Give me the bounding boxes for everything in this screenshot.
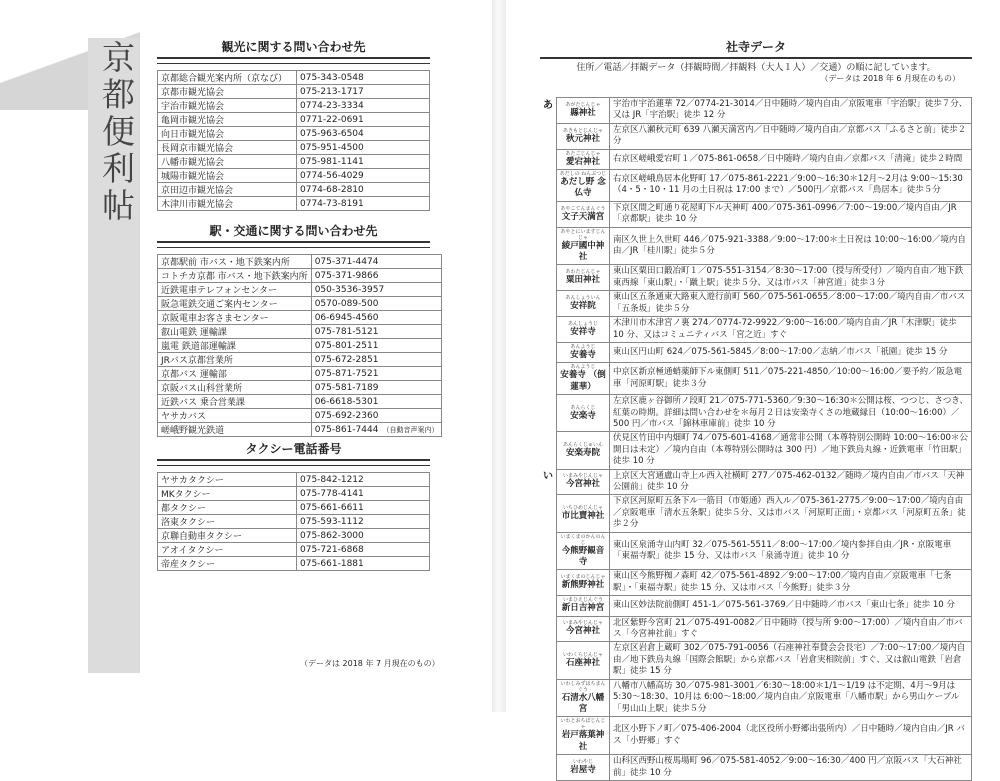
temple-name: 縣神社 [570,107,596,118]
temple-row [540,495,972,532]
contact-phone: 075-862-3000 [300,530,364,541]
contact-name: 嵐電 鉄道部運輸課 [158,339,312,353]
contact-row [158,395,442,409]
contact-name: 向日市観光協会 [158,127,297,141]
temple-ruby: あんしょういん [565,294,601,301]
contact-row [158,381,442,395]
contact-phone-cell [311,353,442,367]
temple-row [540,642,972,679]
contact-name: 近鉄電車テレフォンセンター [158,283,312,297]
contact-phone: 075-692-2360 [314,410,379,421]
contact-row [158,99,430,113]
temple-name: 市比賣神社 [561,510,605,521]
contact-row [158,269,442,283]
temple-info: 伏見区竹田中内畑町 74／075-601-4168／通常非公開（本尊特別公開時 10:00〜16:00＊公開日は未定）／境内自由（本尊特別公開時は 300 円）／地下鉄烏丸線・近鉄電車「竹田駅」徒歩 10 分 [610,432,972,469]
contact-row [158,141,430,155]
temple-ruby: あんらくじゅいん [562,441,603,448]
temple-info: 中京区新京極通蛸薬師下ル東側町 511／075-221-4850／10:00〜16:00／要予約／阪急電車「河原町駅」徒歩３分 [610,363,972,395]
contact-name: コトチカ京都 市バス・地下鉄案内所 [158,269,312,283]
temple-info: 北区小野下ノ町／075-406-2004（北区役所小野郷出張所内）／日中随時／境内自由／JR バス「小野郷」すぐ [610,717,972,755]
contact-phone-cell [311,367,442,381]
contact-phone: 06-6945-4560 [314,312,379,323]
temple-group-label [540,755,557,781]
temple-info: 山科区西野山桜馬場町 96／075-581-4052／9:00〜16:30／400 円／京阪バス「大石神社前」徒歩 10 分 [610,755,972,781]
temple-row [540,227,972,265]
temple-name: 石清水八幡宮 [561,692,605,715]
contact-row [158,423,442,437]
temple-name: 安祥院 [570,300,596,311]
contact-name: MKタクシー [158,487,297,501]
contact-name: 京阪電車お客さまセンター [158,311,312,325]
taxi-table [157,472,430,571]
contact-phone: 075-842-1212 [300,474,364,485]
contact-phone-cell [311,269,442,283]
contact-phone: 075-581-7189 [314,382,379,393]
temple-ruby: いちひめじんじゃ [562,504,603,511]
contact-phone: 0570-089-500 [314,298,379,309]
temple-name-cell [557,755,610,781]
contact-row [158,85,430,99]
temple-ruby: あやこてんまんぐう [560,205,606,212]
temple-name: 新熊野神社 [561,580,605,591]
temple-ruby: いまみやじんじゃ [562,620,603,627]
temple-ruby: いまくまのじんじゃ [560,574,606,581]
temple-group-label [540,363,557,395]
temple-ruby: あやとにいますじんじゃ [560,228,606,241]
contact-phone-cell [311,297,442,311]
contact-phone-cell [311,409,442,423]
temple-group-label [540,642,557,679]
temple-info: 八幡市八幡高坊 30／075-981-3001／6:30〜18:00＊1/1〜1/19 は不定期、4月〜9月は 5:30〜18:30、10月は 6:00〜18:00／境内自由／京阪電車「八幡市駅」から男山ケーブル「男山山上駅」徒歩５分 [610,679,972,717]
contact-phone: 075-778-4141 [300,488,364,499]
contact-name: 京都市観光協会 [158,85,297,99]
temple-ruby: あがたじんじゃ [565,101,601,108]
contact-name: 京都バス 運輸部 [158,367,312,381]
contact-row [158,529,430,543]
temple-row [540,432,972,469]
contact-phone-cell [297,113,430,127]
temple-group-label [540,227,557,265]
temple-ruby: いわしみずはちまんぐう [560,680,606,693]
contact-row [158,543,430,557]
temple-row [540,201,972,227]
temple-name: 岩屋寺 [570,764,596,775]
temple-group-label [540,123,557,149]
temple-ruby: あたごじんじゃ [565,150,601,157]
contact-phone-cell [297,99,430,113]
contact-phone: 075-981-1141 [300,156,364,167]
temple-group-label [540,201,557,227]
contact-phone-cell [297,557,430,571]
temple-info: 東山区円山町 624／075-561-5845／8:00〜17:00／志納／市バス「祇園」徒歩 15 分 [610,342,972,362]
contact-name: 阪急電鉄交通ご案内センター [158,297,312,311]
temples-subtitle: 住所／電話／拝観データ（拝観時間／拝観料（大人１人）／交通）の順に記しています。 [576,63,936,73]
temple-ruby: いわとおちばじんじゃ [560,718,606,731]
temple-name: 愛宕神社 [565,156,600,167]
temple-name-cell [557,363,610,395]
contact-name: 長岡京市観光協会 [158,141,297,155]
page-gutter [492,0,506,712]
contact-row [158,515,430,529]
contact-phone-cell [297,71,430,85]
contact-phone: 0774-23-3334 [300,100,364,111]
vertical-title: 京都便利帖 [97,40,136,225]
contact-name: 京都駅前 市バス・地下鉄案内所 [158,255,312,269]
temple-row [540,570,972,596]
temple-group-label [540,432,557,469]
contact-name: 京田辺市観光協会 [158,183,297,197]
contact-phone-cell [311,395,442,409]
temple-name-cell [557,123,610,149]
temple-row [540,395,972,432]
contact-name: 帝産タクシー [158,557,297,571]
contact-phone-cell [297,85,430,99]
contact-phone: 075-951-4500 [300,142,364,153]
temple-name: 石座神社 [565,657,600,668]
contact-name: 亀岡市観光協会 [158,113,297,127]
temple-name: 新日吉神宮 [561,603,605,614]
temple-info: 東山区泉涌寺山内町 32／075-561-5511／8:00〜17:00／境内参拝自由／JR・京阪電車「東福寺駅」徒歩 15 分、又は市バス「泉涌寺道」徒歩 10 分 [610,532,972,570]
temple-ruby: あんようじ [570,343,596,350]
temple-group-label: い [543,471,553,483]
contact-name: ヤサカバス [158,409,312,423]
temple-name-cell [557,265,610,291]
temple-group-label [540,170,557,202]
temple-name-cell [557,170,610,202]
contact-phone-cell [297,501,430,515]
contact-phone-cell [311,381,442,395]
temple-name: 今宮神社 [565,626,600,637]
temple-row [540,149,972,169]
temple-row [540,755,972,781]
contact-row [158,473,430,487]
temple-name: 今宮神社 [565,479,600,490]
temple-group-label [540,265,557,291]
temple-ruby: あんようじ [570,364,596,371]
temple-group-label [540,495,557,532]
temple-row [540,265,972,291]
contact-name: 木津川市観光協会 [158,197,297,211]
temple-name-cell [557,532,610,570]
contact-name: ヤサカタクシー [158,473,297,487]
contact-phone: 075-213-1717 [300,86,364,97]
contact-row [158,71,430,85]
temple-info: 上京区大宮通盧山寺上ル西入社横町 277／075-462-0132／随時／境内自由／市バス「天神公園前」徒歩 10 分 [610,469,972,495]
temple-row [540,317,972,343]
contact-row [158,113,430,127]
contact-phone-cell [297,183,430,197]
contact-phone-cell [297,515,430,529]
temple-name: 安楽寿院 [565,447,600,458]
contact-row [158,325,442,339]
contact-row [158,557,430,571]
temple-name-cell [557,717,610,755]
temple-name: 岩戸落葉神社 [561,730,605,752]
temples-title: 社寺データ [540,38,972,59]
contact-phone: 0771-22-0691 [300,114,364,125]
contact-phone-cell [297,127,430,141]
transport-section [157,222,439,437]
contact-row [158,311,442,325]
contact-phone-cell [297,169,430,183]
temple-row [540,596,972,616]
temple-name: 粟田神社 [565,275,600,286]
contact-name: 都タクシー [158,501,297,515]
contact-row [158,255,442,269]
temple-group-label [540,616,557,642]
temple-row [540,469,972,495]
temple-name: 安養寺 （倒蓮華） [560,370,606,392]
temple-name: 文子天満宮 [561,211,605,222]
temple-name-cell [557,201,610,227]
contact-name: 叡山電鉄 運輸課 [158,325,312,339]
transport-rule [157,243,430,248]
temple-name: 綾戸國中神社 [561,240,605,263]
temple-group-label [540,679,557,717]
contact-name: 宇治市観光協会 [158,99,297,113]
temple-group-label [540,570,557,596]
contact-name: 八幡市観光協会 [158,155,297,169]
contact-row [158,197,430,211]
contact-row [158,501,430,515]
contact-name: 城陽市観光協会 [158,169,297,183]
contact-phone: 075-801-2511 [314,340,379,351]
temple-row [540,123,972,149]
contact-phone: 075-871-7521 [314,368,379,379]
contact-row [158,339,442,353]
temple-name-cell [557,596,610,616]
temple-ruby: いわくらじんじゃ [562,651,603,658]
contact-row [158,155,430,169]
contact-phone: 075-371-9866 [314,270,379,281]
tourism-rule [157,59,430,64]
temple-group-label [540,596,557,616]
temple-name: 秋元神社 [565,133,600,144]
temple-name: 今熊野観音寺 [561,545,605,567]
contact-phone: 050-3536-3957 [314,284,385,295]
temple-name-cell [557,395,610,432]
temple-table [540,97,972,781]
temple-row [540,616,972,642]
contact-phone: 0774-73-8191 [300,198,364,209]
contact-phone-cell [311,325,442,339]
left-data-note: （データは 2018 年 7 月現在のもの） [300,659,440,668]
contact-phone-cell [297,155,430,169]
temple-name: 安祥寺 [570,326,596,337]
temple-info: 右京区嵯峨鳥居本化野町 17／075-861-2221／9:00〜16:30＊12月〜2月は 9:00〜15:30（4・5・10・11 月の土日祝は 17:00 まで）／500円／京都バス「鳥居本」徒歩５分 [610,170,972,202]
temple-ruby: あきもとじんじゃ [562,127,603,134]
tourism-title: 観光に関する問い合わせ先 [157,38,430,59]
temple-info: 南区久世上久世町 446／075-921-3388／9:00〜17:00＊土日祝は 10:00〜16:00／境内自由／JR「桂川駅」徒歩５分 [610,227,972,265]
contact-phone-cell [297,473,430,487]
transport-table [157,254,442,437]
temple-group-label [540,395,557,432]
contact-phone: 0774-56-4029 [300,170,364,181]
temple-name-cell [557,469,610,495]
contact-phone-cell [311,255,442,269]
temple-ruby: いまみやじんじゃ [562,473,603,480]
contact-name: 嵯峨野観光鉄道 [158,423,312,437]
temple-ruby: あわたじんじゃ [565,269,601,276]
contact-name: 京阪バス山科営業所 [158,381,312,395]
contact-row [158,367,442,381]
temple-ruby: あんらくじ [570,404,596,411]
temple-info: 左京区鹿ヶ谷御所ノ段町 21／075-771-5360／9:30〜16:30＊公開は桜、つつじ、さつき、紅葉の時期。詳細は問い合わせを＊毎月２日は安楽寺くさの地蔵縁日（10:00〜16:00）／500 円／市バス「錦林車庫前」徒歩 10 分 [610,395,972,432]
temple-info: 東山区粟田口鍛冶町１／075-551-3154／8:30〜17:00（授与所受付）／境内自由／地下鉄東西線「東山駅」・「蹴上駅」徒歩５分、又は市バス「神宮道」徒歩３分 [610,265,972,291]
temple-group-label [540,317,557,343]
side-band [0,0,143,712]
temple-name-cell [557,291,610,317]
temple-info: 東山区五条通東大路東入遊行前町 560／075-561-0655／8:00〜17:00／境内自由／市バス「五条坂」徒歩５分 [610,291,972,317]
contact-phone: 075-672-2851 [314,354,379,365]
temple-group-label [540,342,557,362]
temple-ruby: いまくまのかんのんじ [560,533,606,546]
temple-row [540,98,972,124]
temple-name-cell [557,495,610,532]
temple-ruby: あだしの ねんぶつじ [559,171,607,178]
contact-phone-cell [311,423,442,437]
temple-info: 右京区嵯峨愛宕町１／075-861-0658／日中随時／境内自由／京都バス「清滝」徒歩２時間 [610,149,972,169]
temple-info: 木津川市木津宮ノ裏 274／0774-72-9922／9:00〜16:00／境内自由／JR「木津駅」徒歩 10 分、又はコミュニティバス「宮之近」すぐ [610,317,972,343]
temple-name: 安養寺 [570,349,596,360]
tourism-table [157,70,430,211]
temple-name-cell [557,342,610,362]
temple-info: 宇治市宇治蓮華 72／0774-21-3014／日中随時／境内自由／京阪電車「宇治駅」徒歩７分、又は JR「宇治駅」徒歩 12 分 [610,98,972,124]
temple-row [540,342,972,362]
temple-row [540,363,972,395]
contact-phone-cell [297,141,430,155]
contact-row [158,283,442,297]
temple-row [540,679,972,717]
contact-phone: 075-593-1112 [300,516,364,527]
temple-name-cell [557,642,610,679]
contact-name: 近鉄バス 乗合営業課 [158,395,312,409]
contact-row [158,487,430,501]
temple-info: 東山区妙法院前側町 451-1／075-561-3769／日中随時／市バス「東山七条」徒歩 10 分 [610,596,972,616]
contact-phone-cell [311,283,442,297]
temple-row [540,291,972,317]
contact-phone-cell [311,339,442,353]
contact-phone: 075-721-6868 [300,544,364,555]
contact-phone: 075-781-5121 [314,326,379,337]
temple-group-label: あ [543,99,553,111]
contact-name: 京都総合観光案内所（京なび） [158,71,297,85]
taxi-title: タクシー電話番号 [157,440,430,461]
temple-ruby: いまひえじんぐう [562,597,603,604]
contact-phone-cell [311,311,442,325]
temple-name-cell [557,616,610,642]
temple-name-cell [557,227,610,265]
temple-info: 下京区河原町五条下ル一筋目（市姫通）西入ル／075-361-2775／9:00〜17:00／境内自由／京阪電車「清水五条駅」徒歩５分、又は市バス「河原町正面」・京都バス「河原町五条」徒歩２分 [610,495,972,532]
contact-row [158,297,442,311]
contact-phone: 075-661-1881 [300,558,364,569]
contact-phone: 075-661-6611 [300,502,364,513]
temple-group-label [540,291,557,317]
temple-name-cell [557,149,610,169]
taxi-section [157,440,430,571]
temple-name: 安楽寺 [570,410,596,421]
contact-phone: 075-861-7444 [314,424,379,435]
contact-phone-cell [297,543,430,557]
temple-name-cell [557,432,610,469]
contact-row [158,127,430,141]
temple-info: 左京区八瀬秋元町 639 八瀬天満宮内／日中随時／境内自由／京都バス「ふるさと前」徒歩２分 [610,123,972,149]
contact-name: 洛東タクシー [158,515,297,529]
temple-name-cell [557,317,610,343]
contact-row [158,169,430,183]
temple-name-cell [557,570,610,596]
contact-note: （自動音声案内） [382,425,439,434]
temple-ruby: いわやじ [572,758,593,765]
contact-phone: 0774-68-2810 [300,184,364,195]
transport-title: 駅・交通に関する問い合わせ先 [157,222,430,243]
temple-info: 左京区岩倉上蔵町 302／075-791-0056（石座神社奉賛会会長宅）／7:00〜17:00／境内自由／地下鉄烏丸線「国際会館駅」から京都バス「岩倉実相院前」すぐ、又は叡山電鉄「岩倉駅」徒歩 15 分 [610,642,972,679]
temple-group-label [540,717,557,755]
temple-info: 東山区今熊野椥ノ森町 42／075-561-4892／9:00〜17:00／境内自由／京阪電車「七条駅」・「東福寺駅」徒歩 15 分、又は市バス「今熊野」徒歩３分 [610,570,972,596]
temple-ruby: あんしょうじ [567,320,598,327]
contact-phone-cell [297,197,430,211]
contact-row [158,409,442,423]
temple-row [540,532,972,570]
temple-name-cell [557,98,610,124]
temple-group-label [540,149,557,169]
temple-group-label [540,532,557,570]
contact-row [158,183,430,197]
tourism-section [157,38,430,211]
contact-row [158,353,442,367]
temples-note: （データは 2018 年 6 月現在のもの） [820,74,960,83]
taxi-rule [157,461,430,466]
temple-info: 北区紫野今宮町 21／075-491-0082／日中随時（授与所 9:00〜17:00）／境内自由／市バス「今宮神社前」すぐ [610,616,972,642]
contact-phone: 075-343-0548 [300,72,364,83]
contact-phone: 06-6618-5301 [314,396,379,407]
temple-row [540,170,972,202]
contact-phone-cell [297,487,430,501]
temple-name: あだし野 念仏寺 [560,177,606,199]
temple-row [540,717,972,755]
contact-phone-cell [297,529,430,543]
temple-name-cell [557,679,610,717]
contact-name: アオイタクシー [158,543,297,557]
contact-name: 京聯自動車タクシー [158,529,297,543]
temple-info: 下京区間之町通り花屋町下ル天神町 400／075-361-0996／7:00〜19:00／境内自由／JR「京都駅」徒歩 10 分 [610,201,972,227]
contact-phone: 075-963-6504 [300,128,364,139]
contact-phone: 075-371-4474 [314,256,379,267]
contact-name: JRバス京都営業所 [158,353,312,367]
